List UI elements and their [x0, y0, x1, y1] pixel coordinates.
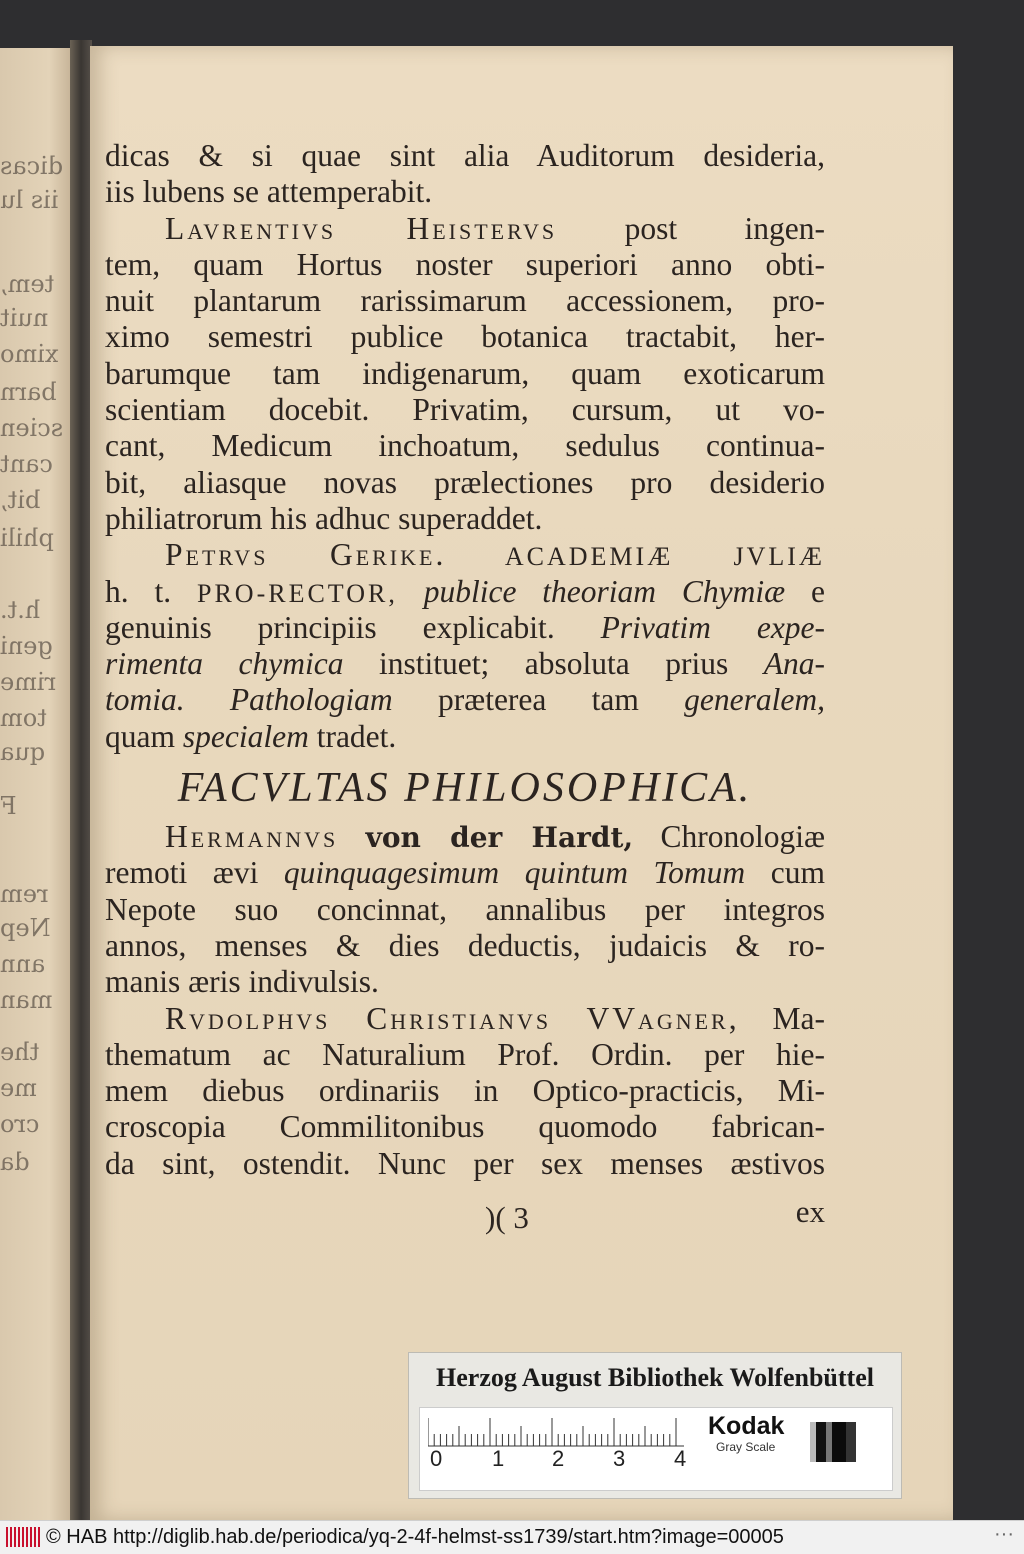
ruler-number: 3: [613, 1446, 626, 1471]
text-line: genuinis principiis explicabit. Privatim expe-: [105, 609, 826, 645]
show-through-text: cant: [0, 450, 53, 478]
author-name: Hermannvs: [165, 819, 339, 855]
show-through-text: da: [0, 1148, 30, 1176]
text-line: nuit plantarum rarissimarum accessionem, pro-: [105, 283, 825, 319]
text-line: Lavrentivs Heistervs post ingen-: [165, 210, 826, 246]
text-line: cant, Medicum inchoatum, sedulus continua-: [105, 428, 825, 464]
source-url[interactable]: © HAB http://diglib.hab.de/periodica/yq-2-4f-helmst-ss1739/start.htm?image=00005: [46, 1526, 784, 1548]
show-through-text: Nep: [0, 914, 51, 942]
show-through-text: the: [0, 1038, 40, 1066]
text-line: remoti ævi quinquagesimum quintum Tomum cum: [105, 855, 825, 891]
text-line: croscopia Commilitonibus quomodo fabrican-: [105, 1109, 825, 1145]
hab-logo-icon: [6, 1527, 42, 1547]
text-line: tem, quam Hortus noster superiori anno obti-: [105, 246, 825, 282]
catchword: ex: [795, 1194, 825, 1229]
show-through-text: ann: [0, 950, 46, 978]
text-line: philiatrorum his adhuc superaddet.: [105, 500, 543, 536]
text-line: bit, aliasque novas prælectiones pro desiderio: [105, 464, 825, 500]
kodak-logo: Kodak: [708, 1412, 785, 1440]
author-name: Rvdolphvs Christianvs VVagner,: [165, 1000, 740, 1036]
text-line: Petrvs Gerike. ACADEMIÆ JVLIÆ: [165, 537, 825, 573]
show-through-text: rime: [0, 668, 57, 696]
gray-scale-label: Gray Scale: [716, 1440, 776, 1454]
ruler-number: 2: [552, 1446, 565, 1471]
text-line: Rvdolphvs Christianvs VVagner, Ma-: [165, 1000, 826, 1036]
show-through-text: iis lu: [0, 186, 59, 214]
text-line: tomia. Pathologiam præterea tam generalem,: [105, 682, 825, 718]
ruler-number: 0: [430, 1446, 443, 1471]
show-through-text: qua: [0, 738, 46, 766]
ruler-number: 1: [492, 1446, 505, 1471]
text-line: Nepote suo concinnat, annalibus per integros: [105, 891, 825, 927]
text-line: annos, menses & dies deductis, judaicis & ro-: [105, 927, 825, 963]
show-through-text: man: [0, 986, 53, 1014]
show-through-text: h.t.: [0, 596, 41, 624]
text-line: Hermannvs von der Hardt, Chronologiæ: [165, 819, 826, 855]
show-through-text: tom: [0, 704, 47, 732]
text-line: quam specialem tradet.: [105, 718, 397, 754]
show-through-text: dicas: [0, 152, 64, 180]
text-line: scientiam docebit. Privatim, cursum, ut vo-: [105, 392, 825, 428]
text-line: mem diebus ordinariis in Optico-practicis, Mi-: [105, 1073, 825, 1109]
text-line: thematum ac Naturalium Prof. Ordin. per hie-: [105, 1036, 825, 1072]
text-line: iis lubens se attemperabit.: [105, 174, 433, 210]
show-through-text: geni: [0, 632, 53, 660]
text-line: barumque tam indigenarum, quam exoticarum: [105, 355, 825, 391]
author-name: Petrvs Gerike.: [165, 537, 447, 573]
show-through-text: bit,: [0, 486, 41, 514]
show-through-text: scien: [0, 414, 64, 442]
show-through-text: phili: [0, 524, 54, 552]
library-color-card: [408, 1352, 902, 1499]
show-through-text: F: [0, 792, 17, 820]
text-line: rimenta chymica instituet; absoluta prius Ana-: [105, 646, 826, 682]
show-through-text: rem: [0, 880, 49, 908]
text-line: dicas & si quae sint alia Auditorum desideria,: [105, 138, 825, 173]
show-through-text: tem,: [0, 270, 55, 298]
page-footer-marks: [105, 1194, 825, 1240]
text-line: ximo semestri publice botanica tractabit, her-: [105, 319, 825, 355]
ruler-number: 4: [674, 1446, 687, 1471]
gray-swatches: [810, 1422, 856, 1462]
show-through-text: nuit: [0, 304, 49, 332]
gray-scale-strip: [419, 1407, 893, 1491]
author-name: Lavrentivs Heistervs: [165, 210, 558, 246]
show-through-text: me: [0, 1074, 37, 1102]
library-name: Herzog August Bibliothek Wolfenbüttel: [436, 1363, 874, 1392]
text-line: da sint, ostendit. Nunc per sex menses æstivos: [105, 1145, 825, 1181]
text-line: h. t. PRO-RECTOR, publice theoriam Chymiæ e: [105, 573, 826, 609]
section-heading: FACVLTAS PHILOSOPHICA.: [177, 765, 753, 812]
text-line: manis æris indivulsis.: [105, 964, 379, 1000]
show-through-text: cro: [0, 1110, 40, 1138]
show-through-text: ximo: [0, 340, 59, 368]
viewer-footer: [0, 1520, 1024, 1554]
show-through-text: barn: [0, 378, 57, 406]
more-icon[interactable]: ···: [994, 1523, 1014, 1545]
page-text: [105, 138, 825, 1182]
book-gutter: [70, 40, 92, 1520]
signature-mark: )( 3: [485, 1200, 529, 1235]
